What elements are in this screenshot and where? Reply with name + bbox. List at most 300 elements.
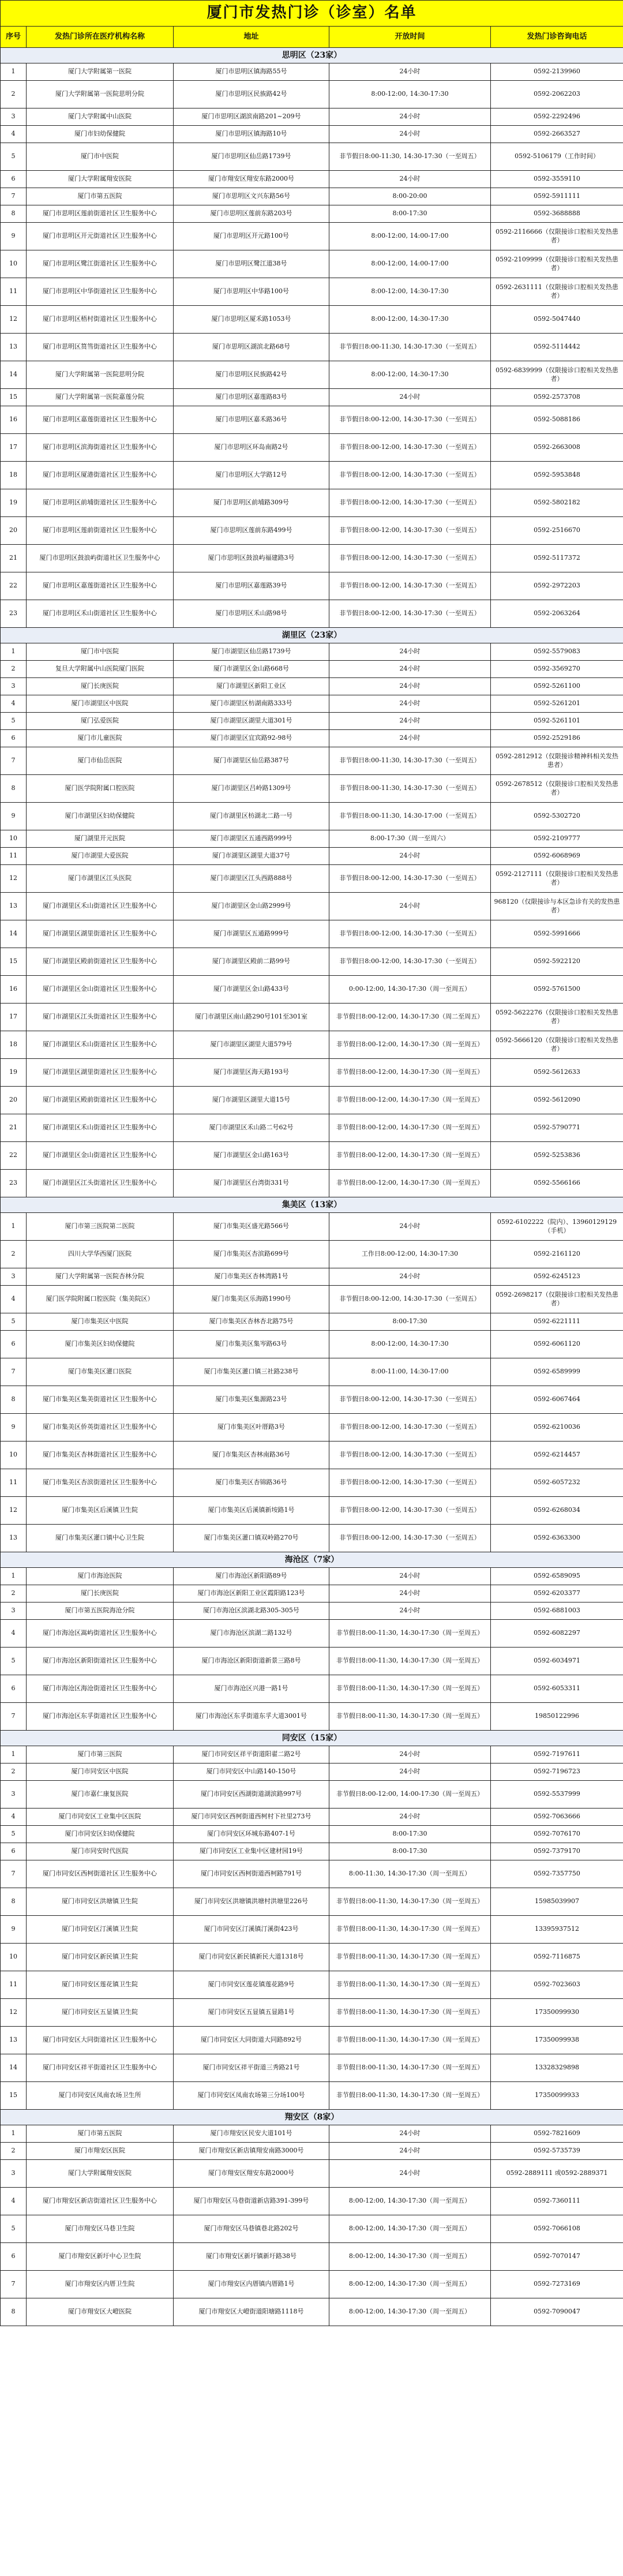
table-row — [1, 1568, 623, 1585]
cell-phone: 0592-6061120 — [491, 1331, 623, 1358]
cell-address: 厦门市思明区嘉莲路39号 — [174, 572, 329, 600]
cell-num: 1 — [1, 1746, 27, 1763]
cell-hours: 非节假日8:00-12:00, 14:30-17:30（一至周五） — [329, 1286, 491, 1313]
cell-phone: 0592-2161120 — [491, 1241, 623, 1268]
cell-phone: 0592-7360111 — [491, 2188, 623, 2215]
cell-hours: 8:00-17:30（周一至周六） — [329, 830, 491, 848]
cell-num: 14 — [1, 361, 27, 389]
cell-num: 14 — [1, 920, 27, 948]
table-row — [1, 2298, 623, 2326]
cell-phone: 0592-5953848 — [491, 462, 623, 489]
cell-num: 5 — [1, 2215, 27, 2243]
cell-name: 厦门市集美区妇幼保健院 — [27, 1331, 174, 1358]
table-body — [1, 1, 623, 2326]
cell-name: 厦门市集美区杏林街道社区卫生服务中心 — [27, 1441, 174, 1469]
cell-hours: 8:00-12:00, 14:00-17:00 — [329, 250, 491, 278]
cell-address: 厦门市湖里区金山路668号 — [174, 661, 329, 678]
section-title: 湖里区（23家） — [1, 628, 623, 643]
cell-address: 厦门市同安区凤南农场第三分场100号 — [174, 2082, 329, 2110]
cell-name: 厦门市集美区灌口镇中心卫生院 — [27, 1525, 174, 1552]
table-row — [1, 661, 623, 678]
cell-num: 9 — [1, 1916, 27, 1944]
cell-phone: 13395937512 — [491, 1916, 623, 1944]
cell-num: 4 — [1, 1809, 27, 1826]
cell-num: 1 — [1, 643, 27, 661]
cell-phone: 0592-2573708 — [491, 389, 623, 406]
cell-num: 7 — [1, 1703, 27, 1731]
cell-phone: 0592-7821609 — [491, 2125, 623, 2143]
cell-hours: 非节假日8:00-11:30, 14:30-17:30（周一至周五） — [329, 1999, 491, 2027]
cell-hours: 8:00-12:00, 14:30-17:30 — [329, 278, 491, 306]
cell-num: 5 — [1, 1648, 27, 1675]
cell-name: 厦门市集美区后溪镇卫生院 — [27, 1497, 174, 1525]
cell-hours: 非节假日8:00-11:30, 14:30-17:30（周一至周五） — [329, 1971, 491, 1999]
cell-address: 厦门市海沧区东孚街道东孚大道3001号 — [174, 1703, 329, 1731]
cell-hours: 24小时 — [329, 2160, 491, 2188]
table-row — [1, 1414, 623, 1441]
section-row — [1, 628, 623, 643]
cell-name: 厦门市同安区西柯街道社区卫生服务中心 — [27, 1860, 174, 1888]
table-row — [1, 205, 623, 223]
cell-hours: 非节假日8:00-11:30, 14:30-17:30（一至周五） — [329, 747, 491, 775]
cell-name: 厦门市同安区五显镇卫生院 — [27, 1999, 174, 2027]
cell-name: 厦门市湖里大爱医院 — [27, 848, 174, 865]
cell-name: 厦门医学院附属口腔医院（集美院区） — [27, 1286, 174, 1313]
cell-address: 厦门市同安区西柯街道西柯路791号 — [174, 1860, 329, 1888]
table-row — [1, 2271, 623, 2298]
cell-address: 厦门市湖里区殿前二路99号 — [174, 948, 329, 976]
table-row — [1, 361, 623, 389]
cell-hours: 非节假日8:00-11:30, 14:30-17:30（周一至周五） — [329, 2054, 491, 2082]
cell-hours: 非节假日8:00-11:30, 14:30-17:30（周一至周五） — [329, 1944, 491, 1971]
cell-num: 1 — [1, 1568, 27, 1585]
cell-num: 4 — [1, 2188, 27, 2215]
cell-phone: 0592-5991666 — [491, 920, 623, 948]
cell-address: 厦门市思明区鹭江道38号 — [174, 250, 329, 278]
cell-phone: 0592-7066108 — [491, 2215, 623, 2243]
cell-num: 3 — [1, 1781, 27, 1809]
cell-phone: 0592-5579083 — [491, 643, 623, 661]
cell-hours: 24小时 — [329, 171, 491, 188]
cell-num: 5 — [1, 143, 27, 171]
table-row — [1, 572, 623, 600]
cell-address: 厦门市思明区厦禾路1053号 — [174, 306, 329, 334]
cell-num: 21 — [1, 1114, 27, 1142]
cell-num: 12 — [1, 1497, 27, 1525]
cell-name: 厦门市同安区洪塘镇卫生院 — [27, 1888, 174, 1916]
cell-name: 厦门市同安区凤南农场卫生所 — [27, 2082, 174, 2110]
cell-address: 厦门市思明区前埔路309号 — [174, 489, 329, 517]
cell-name: 厦门市集美区杏滨街道社区卫生服务中心 — [27, 1469, 174, 1497]
cell-phone: 0592-2889111 或0592-2889371 — [491, 2160, 623, 2188]
cell-num: 9 — [1, 1414, 27, 1441]
cell-name: 厦门市湖里区妇幼保健院 — [27, 803, 174, 830]
cell-address: 厦门市同安区祥平街道阳翟二路2号 — [174, 1746, 329, 1763]
cell-address: 厦门市湖里区新阳工业区 — [174, 678, 329, 695]
cell-address: 厦门市思明区中华路100号 — [174, 278, 329, 306]
cell-address: 厦门市集美区后溪镇新垵路1号 — [174, 1497, 329, 1525]
cell-address: 厦门市湖里区仙岳路387号 — [174, 747, 329, 775]
cell-address: 厦门市海沧区兴港一路1号 — [174, 1675, 329, 1703]
cell-address: 厦门市湖里区吕岭路1309号 — [174, 775, 329, 803]
table-row — [1, 1860, 623, 1888]
cell-num: 7 — [1, 1860, 27, 1888]
cell-name: 厦门市集美区侨英街道社区卫生服务中心 — [27, 1414, 174, 1441]
section-row — [1, 2110, 623, 2125]
cell-num: 22 — [1, 572, 27, 600]
cell-num: 2 — [1, 2143, 27, 2160]
cell-address: 厦门市翔安区马巷街道新店路391-399号 — [174, 2188, 329, 2215]
cell-hours: 非节假日8:00-12:00, 14:30-17:30（周二至周五） — [329, 1004, 491, 1031]
cell-name: 厦门市思明区筼筜街道社区卫生服务中心 — [27, 334, 174, 361]
cell-hours: 8:00-17:30 — [329, 1843, 491, 1860]
cell-address: 厦门市湖里区五通路999号 — [174, 920, 329, 948]
cell-name: 厦门大学附属第一医院杏林分院 — [27, 1268, 174, 1286]
section-row — [1, 1731, 623, 1746]
cell-num: 20 — [1, 1087, 27, 1114]
cell-phone: 0592-6245123 — [491, 1268, 623, 1286]
cell-hours: 非节假日8:00-12:00, 14:30-17:30（一至周五） — [329, 1414, 491, 1441]
cell-num: 2 — [1, 1585, 27, 1602]
cell-hours: 8:00-20:00 — [329, 188, 491, 205]
cell-num: 8 — [1, 775, 27, 803]
cell-address: 厦门市集美区集岑路63号 — [174, 1331, 329, 1358]
cell-phone: 0592-6839999（仅限接诊口腔相关发热患者） — [491, 361, 623, 389]
header-name: 发热门诊所在医疗机构名称 — [27, 27, 174, 48]
cell-num: 6 — [1, 1331, 27, 1358]
cell-hours: 0:00-12:00, 14:30-17:30（周一至周五） — [329, 976, 491, 1004]
cell-phone: 19850122996 — [491, 1703, 623, 1731]
cell-address: 厦门市思明区开元路100号 — [174, 223, 329, 250]
cell-num: 2 — [1, 661, 27, 678]
cell-name: 厦门市湖里区禾山街道社区卫生服务中心 — [27, 1114, 174, 1142]
cell-num: 14 — [1, 2054, 27, 2082]
cell-hours: 24小时 — [329, 643, 491, 661]
cell-hours: 非节假日8:00-11:30, 14:30-17:30（周一至周五） — [329, 2082, 491, 2110]
cell-num: 10 — [1, 830, 27, 848]
cell-address: 厦门市集美区灌口镇三社路238号 — [174, 1358, 329, 1386]
cell-num: 23 — [1, 600, 27, 628]
table-row — [1, 1826, 623, 1843]
cell-phone: 0592-7063666 — [491, 1809, 623, 1826]
cell-address: 厦门市思明区文兴东路56号 — [174, 188, 329, 205]
cell-address: 厦门市湖里区禾山路二号62号 — [174, 1114, 329, 1142]
cell-phone: 13328329898 — [491, 2054, 623, 2082]
cell-phone: 0592-5302720 — [491, 803, 623, 830]
cell-num: 1 — [1, 1213, 27, 1241]
cell-phone: 0592-6589095 — [491, 1568, 623, 1585]
cell-num: 15 — [1, 948, 27, 976]
cell-name: 厦门市思明区莲前街道社区卫生服务中心 — [27, 205, 174, 223]
cell-address: 厦门市湖里区湖里大道15号 — [174, 1087, 329, 1114]
cell-phone: 0592-7273169 — [491, 2271, 623, 2298]
cell-hours: 非节假日8:00-11:30, 14:30-17:00（一至周五） — [329, 803, 491, 830]
cell-address: 厦门市同安区莲花镇莲花路9号 — [174, 1971, 329, 1999]
cell-phone: 0592-3559110 — [491, 171, 623, 188]
cell-phone: 0592-5261100 — [491, 678, 623, 695]
table-row — [1, 920, 623, 948]
cell-hours: 非节假日8:00-12:00, 14:30-17:30（周一至周五） — [329, 1087, 491, 1114]
cell-name: 厦门市第三医院 — [27, 1746, 174, 1763]
cell-num: 2 — [1, 1763, 27, 1781]
cell-address: 厦门市湖里区海天路193号 — [174, 1059, 329, 1087]
cell-address: 厦门市集美区盛光路566号 — [174, 1213, 329, 1241]
cell-phone: 0592-5566166 — [491, 1170, 623, 1197]
cell-address: 厦门市同安区祥平街道三秀路21号 — [174, 2054, 329, 2082]
cell-address: 厦门市湖里区湖里大道37号 — [174, 848, 329, 865]
cell-hours: 24小时 — [329, 1568, 491, 1585]
cell-address: 厦门市集美区杏林杏北路75号 — [174, 1313, 329, 1331]
cell-address: 厦门市翔安区马巷镇巷北路202号 — [174, 2215, 329, 2243]
cell-address: 厦门市湖里区台湾街331号 — [174, 1170, 329, 1197]
cell-name: 厦门市第五医院 — [27, 2125, 174, 2143]
cell-name: 厦门大学附属第一医院思明分院 — [27, 81, 174, 108]
cell-hours: 8:00-12:00, 14:30-17:30（周一至周五） — [329, 2188, 491, 2215]
cell-name: 厦门市海沧区嵩屿街道社区卫生服务中心 — [27, 1620, 174, 1648]
cell-name: 厦门市嘉仁康复医院 — [27, 1781, 174, 1809]
cell-name: 厦门市第五医院 — [27, 188, 174, 205]
cell-hours: 非节假日8:00-11:30, 14:30-17:30（周一至周五） — [329, 1620, 491, 1648]
table-row — [1, 108, 623, 126]
cell-hours: 24小时 — [329, 1213, 491, 1241]
cell-name: 厦门市同安区中医院 — [27, 1763, 174, 1781]
cell-num: 13 — [1, 334, 27, 361]
cell-num: 5 — [1, 1313, 27, 1331]
table-row — [1, 1781, 623, 1809]
cell-hours: 8:00-12:00, 14:30-17:30 — [329, 1331, 491, 1358]
cell-phone: 0592-2663527 — [491, 126, 623, 143]
cell-name: 厦门市中医院 — [27, 643, 174, 661]
cell-phone: 0592-3569270 — [491, 661, 623, 678]
cell-phone: 17350099933 — [491, 2082, 623, 2110]
cell-hours: 8:00-12:00, 14:30-17:30 — [329, 306, 491, 334]
table-row — [1, 1004, 623, 1031]
cell-hours: 非节假日8:00-12:00, 14:30-17:30（一至周五） — [329, 462, 491, 489]
cell-hours: 非节假日8:00-12:00, 14:30-17:30（一至周五） — [329, 1441, 491, 1469]
cell-phone: 17350099930 — [491, 1999, 623, 2027]
cell-name: 厦门市思明区滨海街道社区卫生服务中心 — [27, 434, 174, 462]
table-row — [1, 462, 623, 489]
cell-address: 厦门市思明区大学路12号 — [174, 462, 329, 489]
cell-num: 10 — [1, 1944, 27, 1971]
cell-num: 8 — [1, 1888, 27, 1916]
cell-hours: 非节假日8:00-12:00, 14:30-17:30（一至周五） — [329, 1525, 491, 1552]
cell-num: 7 — [1, 1358, 27, 1386]
cell-name: 厦门市集美区中医院 — [27, 1313, 174, 1331]
section-title: 海沧区（7家） — [1, 1552, 623, 1568]
table-row — [1, 830, 623, 848]
cell-num: 3 — [1, 1268, 27, 1286]
cell-hours: 非节假日8:00-12:00, 14:30-17:30（一至周五） — [329, 948, 491, 976]
cell-name: 厦门市集美区灌口医院 — [27, 1358, 174, 1386]
header-num: 序号 — [1, 27, 27, 48]
cell-num: 17 — [1, 1004, 27, 1031]
cell-hours: 8:00-17:30 — [329, 205, 491, 223]
cell-num: 12 — [1, 306, 27, 334]
cell-hours: 非节假日8:00-12:00, 14:30-17:30（一至周五） — [329, 489, 491, 517]
cell-name: 厦门市翔安区马巷卫生院 — [27, 2215, 174, 2243]
cell-name: 厦门市同安区新民镇卫生院 — [27, 1944, 174, 1971]
table-row — [1, 2082, 623, 2110]
cell-address: 厦门市思明区莲前东路499号 — [174, 517, 329, 545]
cell-phone: 0592-2663008 — [491, 434, 623, 462]
cell-address: 厦门市湖里区枋湖南路333号 — [174, 695, 329, 713]
table-row — [1, 334, 623, 361]
table-row — [1, 600, 623, 628]
cell-phone: 0592-5537999 — [491, 1781, 623, 1809]
table-row — [1, 1386, 623, 1414]
cell-hours: 8:00-12:00, 14:30-17:30 — [329, 361, 491, 389]
table-row — [1, 223, 623, 250]
table-row — [1, 434, 623, 462]
cell-hours: 非节假日8:00-11:30, 14:30-17:30（周一至周五） — [329, 1648, 491, 1675]
table-row — [1, 1286, 623, 1313]
cell-name: 厦门市思明区嘉莲街道社区卫生服务中心 — [27, 406, 174, 434]
cell-hours: 非节假日8:00-11:30, 14:30-17:30（周一至周五） — [329, 1916, 491, 1944]
cell-hours: 非节假日8:00-11:30, 14:30-17:30（周一至周五） — [329, 1703, 491, 1731]
header-hours: 开放时间 — [329, 27, 491, 48]
cell-num: 11 — [1, 1971, 27, 1999]
cell-phone: 0592-2812912（仅限接诊精神科相关发热患者） — [491, 747, 623, 775]
cell-hours: 非节假日8:00-12:00, 14:30-17:30（周一至周五） — [329, 1142, 491, 1170]
cell-num: 8 — [1, 1386, 27, 1414]
cell-name: 厦门市同安时代医院 — [27, 1843, 174, 1860]
cell-name: 厦门市思明区开元街道社区卫生服务中心 — [27, 223, 174, 250]
cell-phone: 17350099938 — [491, 2027, 623, 2054]
cell-phone: 0592-6082297 — [491, 1620, 623, 1648]
cell-hours: 8:00-12:00, 14:30-17:30（周一至周五） — [329, 2271, 491, 2298]
table-row — [1, 1331, 623, 1358]
cell-name: 复旦大学附属中山医院厦门医院 — [27, 661, 174, 678]
table-row — [1, 1059, 623, 1087]
cell-phone: 0592-5911111 — [491, 188, 623, 205]
cell-hours: 8:00-12:00, 14:00-17:00 — [329, 223, 491, 250]
cell-name: 厦门市同安区汀溪镇卫生院 — [27, 1916, 174, 1944]
cell-address: 厦门市同安区西柯街道西柯村下社里273号 — [174, 1809, 329, 1826]
cell-hours: 非节假日8:00-12:00, 14:30-17:30（一至周五） — [329, 572, 491, 600]
cell-hours: 非节假日8:00-12:00, 14:30-17:30（一至周五） — [329, 1497, 491, 1525]
cell-hours: 8:00-17:30 — [329, 1826, 491, 1843]
cell-name: 厦门市思明区前埔街道社区卫生服务中心 — [27, 489, 174, 517]
table-row — [1, 747, 623, 775]
cell-address: 厦门市湖里区湖里大道579号 — [174, 1031, 329, 1059]
table-row — [1, 1809, 623, 1826]
cell-num: 4 — [1, 1620, 27, 1648]
cell-phone: 0592-6057232 — [491, 1469, 623, 1497]
cell-hours: 非节假日8:00-12:00, 14:30-17:30（周一至周五） — [329, 1114, 491, 1142]
cell-hours: 非节假日8:00-12:00, 14:30-17:30（一至周五） — [329, 600, 491, 628]
cell-phone: 0592-6102222（院内）、13960129129（手机） — [491, 1213, 623, 1241]
cell-hours: 非节假日8:00-12:00, 14:30-17:30（一至周五） — [329, 545, 491, 572]
cell-name: 厦门长庚医院 — [27, 1585, 174, 1602]
table-row — [1, 948, 623, 976]
cell-hours: 24小时 — [329, 893, 491, 920]
cell-address: 厦门市湖里区仙岳路1739号 — [174, 643, 329, 661]
table-row — [1, 1746, 623, 1763]
cell-phone: 0592-6210036 — [491, 1414, 623, 1441]
cell-num: 4 — [1, 1286, 27, 1313]
cell-name: 厦门市海沧区东孚街道社区卫生服务中心 — [27, 1703, 174, 1731]
cell-phone: 0592-6221111 — [491, 1313, 623, 1331]
cell-address: 厦门市湖里区宜宾路92-98号 — [174, 730, 329, 747]
cell-name: 厦门市海沧医院 — [27, 1568, 174, 1585]
cell-phone: 0592-5612090 — [491, 1087, 623, 1114]
cell-address: 厦门市湖里区金山路163号 — [174, 1142, 329, 1170]
cell-num: 19 — [1, 1059, 27, 1087]
table-row — [1, 1497, 623, 1525]
table-row — [1, 250, 623, 278]
table-row — [1, 1031, 623, 1059]
table-row — [1, 1268, 623, 1286]
cell-name: 厦门市同安区大同街道社区卫生服务中心 — [27, 2027, 174, 2054]
cell-phone: 0592-5261101 — [491, 713, 623, 730]
cell-name: 厦门市湖里区湖里街道社区卫生服务中心 — [27, 1059, 174, 1087]
cell-hours: 24小时 — [329, 2143, 491, 2160]
table-row — [1, 1313, 623, 1331]
cell-num: 6 — [1, 730, 27, 747]
cell-phone: 0592-2529186 — [491, 730, 623, 747]
cell-num: 5 — [1, 1826, 27, 1843]
cell-address: 厦门市思明区莲前东路203号 — [174, 205, 329, 223]
cell-hours: 24小时 — [329, 389, 491, 406]
cell-num: 8 — [1, 205, 27, 223]
table-row — [1, 848, 623, 865]
table-row — [1, 2143, 623, 2160]
cell-address: 厦门市同安区环城东路407-1号 — [174, 1826, 329, 1843]
table-row — [1, 406, 623, 434]
cell-name: 厦门市湖里区江头街道社区卫生服务中心 — [27, 1170, 174, 1197]
cell-address: 厦门市同安区五显镇五显路1号 — [174, 1999, 329, 2027]
cell-name: 厦门市湖里区禾山街道社区卫生服务中心 — [27, 1031, 174, 1059]
section-title: 同安区（15家） — [1, 1731, 623, 1746]
header-address: 地址 — [174, 27, 329, 48]
cell-hours: 非节假日8:00-12:00, 14:30-17:30（一至周五） — [329, 434, 491, 462]
table-row — [1, 389, 623, 406]
cell-phone: 0592-7116875 — [491, 1944, 623, 1971]
cell-name: 厦门市翔安区新店街道社区卫生服务中心 — [27, 2188, 174, 2215]
cell-phone: 0592-5790771 — [491, 1114, 623, 1142]
table-row — [1, 1648, 623, 1675]
cell-hours: 24小时 — [329, 1763, 491, 1781]
cell-num: 11 — [1, 848, 27, 865]
table-row — [1, 2188, 623, 2215]
cell-address: 厦门市思明区环岛南路2号 — [174, 434, 329, 462]
cell-phone: 0592-6881003 — [491, 1602, 623, 1620]
cell-name: 厦门市湖里区湖里街道社区卫生服务中心 — [27, 920, 174, 948]
cell-phone: 0592-7197611 — [491, 1746, 623, 1763]
cell-num: 16 — [1, 406, 27, 434]
cell-address: 厦门市同安区新民镇新民大道1318号 — [174, 1944, 329, 1971]
cell-num: 9 — [1, 803, 27, 830]
cell-address: 厦门市翔安区内厝镇内厝路1号 — [174, 2271, 329, 2298]
cell-hours: 24小时 — [329, 1585, 491, 1602]
section-row — [1, 1197, 623, 1213]
table-row — [1, 730, 623, 747]
cell-phone: 0592-2063264 — [491, 600, 623, 628]
cell-address: 厦门市思明区民族路42号 — [174, 81, 329, 108]
cell-num: 10 — [1, 1441, 27, 1469]
cell-phone: 0592-5261201 — [491, 695, 623, 713]
table-row — [1, 171, 623, 188]
table-row — [1, 81, 623, 108]
cell-phone: 15985039907 — [491, 1888, 623, 1916]
cell-name: 厦门市妇幼保健院 — [27, 126, 174, 143]
cell-hours: 24小时 — [329, 1746, 491, 1763]
cell-name: 厦门市仙岳医院 — [27, 747, 174, 775]
cell-phone: 0592-5735739 — [491, 2143, 623, 2160]
cell-phone: 0592-5622276（仅限接诊口腔相关发热患者） — [491, 1004, 623, 1031]
cell-address: 厦门市翔安区民安大道101号 — [174, 2125, 329, 2143]
